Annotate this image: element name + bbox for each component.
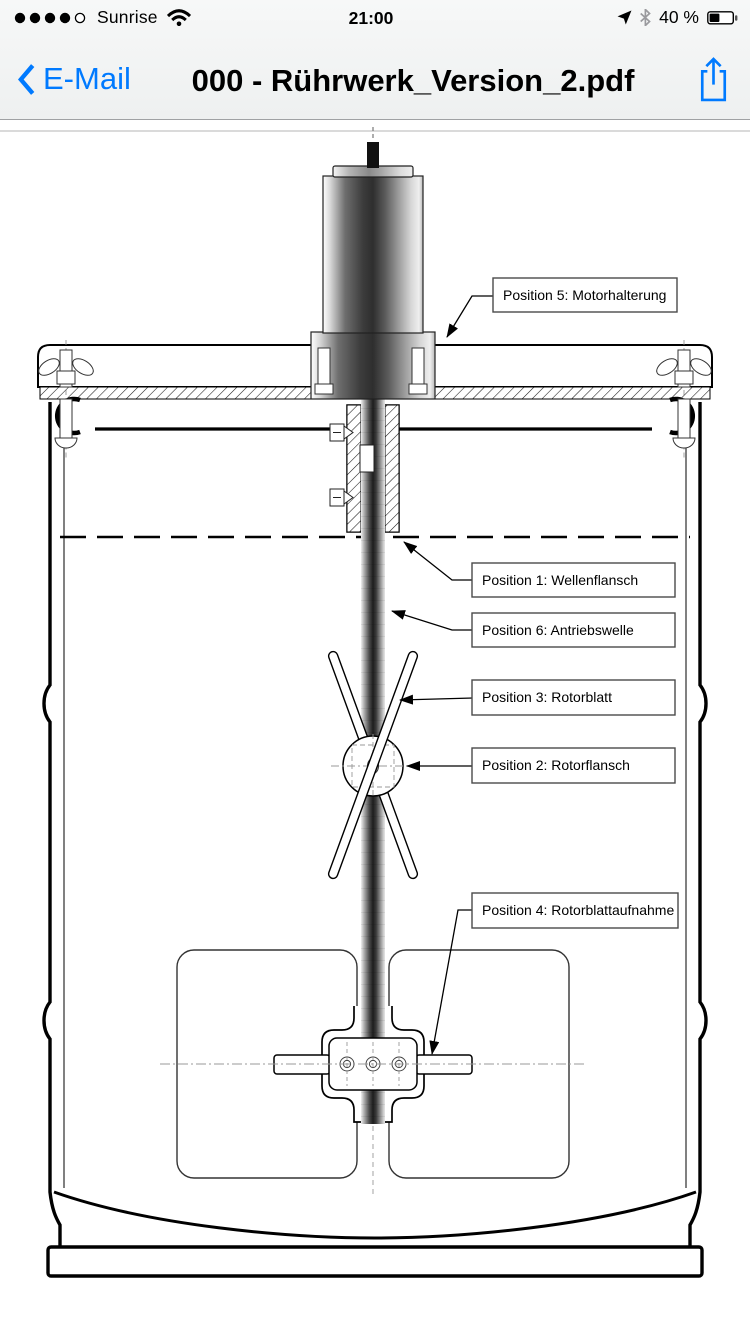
location-arrow-icon — [617, 10, 632, 25]
label-text: Position 1: Wellenflansch — [482, 572, 639, 588]
label-text: Position 3: Rotorblatt — [482, 689, 612, 705]
motor-stub-shaft — [367, 142, 379, 168]
wifi-icon — [167, 9, 191, 26]
leader-motorhalterung — [447, 296, 493, 337]
holder-arm-left — [274, 1055, 330, 1074]
carrier-label: Sunrise — [97, 7, 158, 27]
barrel-wall-left — [44, 402, 60, 1247]
battery-percent-label: 40 % — [659, 7, 699, 27]
label-text: Position 5: Motorhalterung — [503, 287, 667, 303]
chevron-left-icon — [18, 64, 35, 95]
label-text: Position 2: Rotorflansch — [482, 757, 630, 773]
motor-body — [323, 176, 423, 333]
status-bar — [0, 0, 750, 40]
barrel-wall-right — [690, 402, 706, 1247]
top-chrome — [0, 0, 750, 120]
barrel-bottom-dish — [54, 1192, 696, 1238]
leader-antriebswelle — [392, 611, 472, 630]
rotorblattaufnahme — [160, 1006, 586, 1196]
back-button-label: E-Mail — [43, 61, 131, 96]
leader-rotorblatt — [400, 698, 473, 700]
battery-icon — [707, 11, 738, 25]
document-title: 000 - Rührwerk_Version_2.pdf — [191, 63, 635, 98]
back-button[interactable] — [18, 61, 131, 97]
signal-dots-icon — [14, 12, 88, 24]
label-text: Position 6: Antriebswelle — [482, 622, 634, 638]
share-button[interactable] — [695, 56, 732, 108]
leader-rotorblattaufnahme — [432, 910, 472, 1054]
label-text: Position 4: Rotorblattaufnahme — [482, 902, 675, 918]
motor-assembly — [311, 127, 435, 399]
share-icon — [695, 56, 732, 103]
leader-wellenflansch — [404, 542, 472, 580]
keyway — [360, 445, 374, 472]
clock: 21:00 — [348, 8, 394, 28]
holder-arm-right — [416, 1055, 472, 1074]
barrel-bottom-band — [48, 1247, 702, 1276]
bluetooth-icon — [640, 9, 651, 26]
